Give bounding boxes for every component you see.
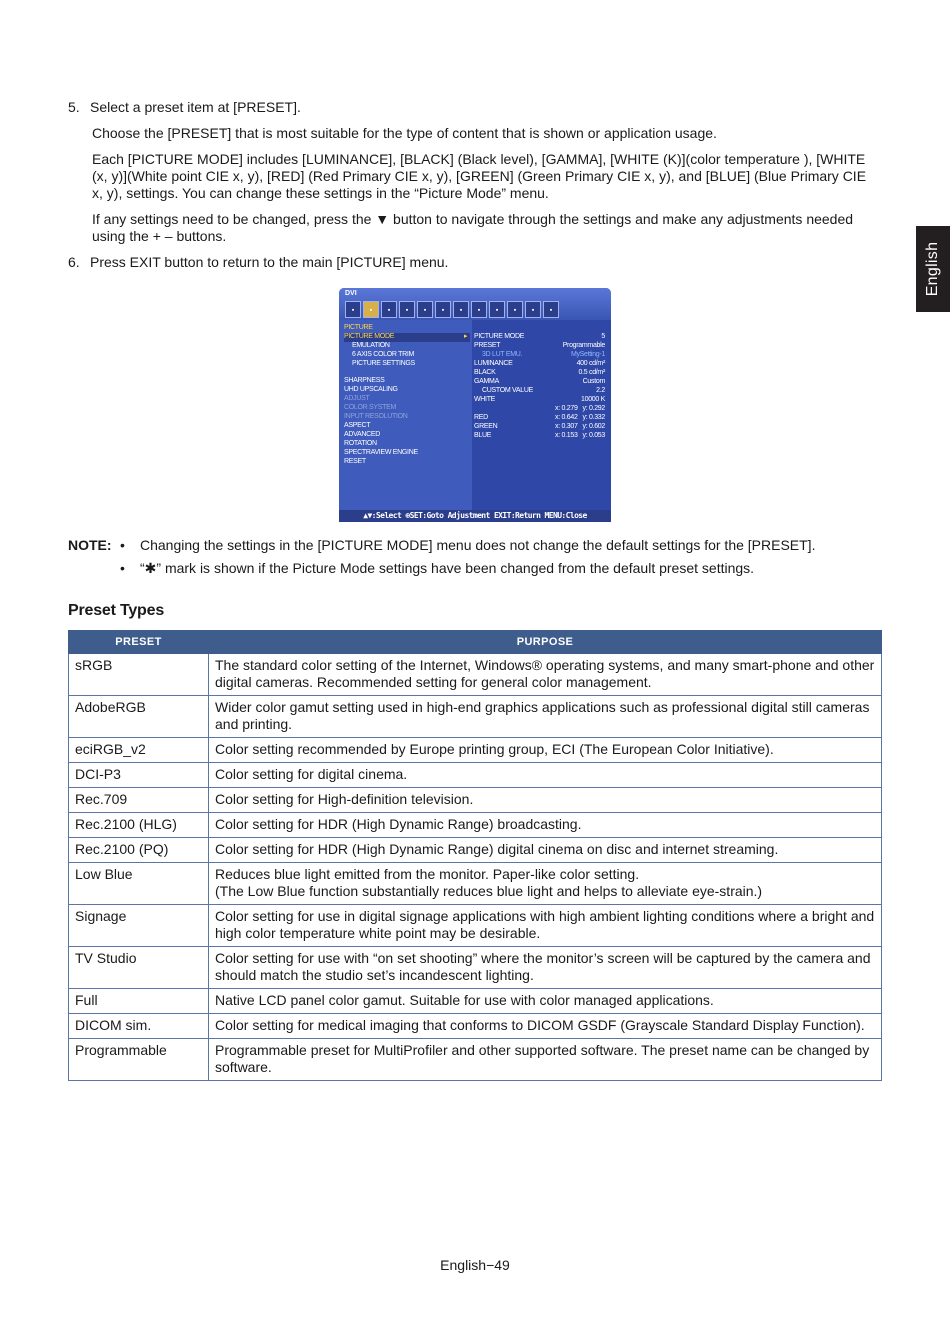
osd-setting-label: RED — [474, 414, 488, 421]
page-number: English−49 — [440, 1257, 510, 1273]
table-row — [69, 696, 882, 738]
step-paragraph: Each [PICTURE MODE] includes [LUMINANCE], [BLACK] (Black level), [GAMMA], [WHITE (K)](color temperature ), [WHITE (x, y)](White point CIE x, y), [RED] (Red Primary CIE x, y), [GREEN] (Green Primary CIE x, y), and [BLUE] (Blue Primary CIE x, y), settings. You can change these settings in the “Picture Mode” menu. — [92, 151, 867, 201]
osd-left-menu-item: PICTURE MODE — [344, 333, 470, 342]
osd-left-menu-item: SHARPNESS — [344, 377, 385, 384]
osd-setting-label: GAMMA — [474, 378, 499, 385]
osd-left-menu-item: COLOR SYSTEM — [344, 404, 397, 411]
language-tab — [916, 226, 950, 312]
osd-setting-label: CUSTOM VALUE — [482, 387, 533, 394]
step-heading: Press EXIT button to return to the main [PICTURE] menu. — [90, 254, 449, 270]
osd-left-menu-item: EMULATION — [352, 342, 390, 349]
osd-left-menu-item: ADVANCED — [344, 431, 380, 438]
osd-left-menu-item: PICTURE SETTINGS — [352, 360, 415, 367]
osd-setting-value: MySetting-1 — [570, 351, 605, 358]
purpose-cell: Wider color gamut setting used in high-end graphics applications such as professional digital still cameras and printing. — [209, 696, 882, 738]
osd-toolbar — [339, 288, 611, 320]
note-section — [68, 537, 898, 583]
osd-left-menu-item: ASPECT — [344, 422, 371, 429]
table-row — [69, 788, 882, 813]
osd-setting-value: 5 — [601, 333, 605, 340]
osd-left-menu-item: ROTATION — [344, 440, 377, 447]
osd-left-menu-item: 6 AXIS COLOR TRIM — [352, 351, 415, 358]
osd-footer: ▲▼:Select ⊕SET:Goto Adjustment EXIT:Return MENU:Close — [339, 510, 611, 522]
table-row — [69, 1014, 882, 1039]
osd-setting-label: BLUE — [474, 432, 492, 439]
preset-name-cell: AdobeRGB — [69, 696, 209, 738]
bullet: • — [120, 537, 125, 553]
osd-setting-value: x: 0.153 y: 0.053 — [555, 432, 605, 439]
osd-setting-label: LUMINANCE — [474, 360, 513, 367]
osd-left-menu-item: INPUT RESOLUTION — [344, 413, 408, 420]
osd-menu-icon: ▪ — [399, 301, 415, 318]
table-row — [69, 905, 882, 947]
osd-setting-label: 3D LUT EMU. — [482, 351, 523, 358]
osd-left-menu-item: ADJUST — [344, 395, 370, 402]
osd-menu-icon: ▪ — [435, 301, 451, 318]
note-item: “✱” mark is shown if the Picture Mode settings have been changed from the default preset settings. — [140, 560, 755, 576]
osd-setting-label: BLACK — [474, 369, 496, 376]
table-row — [69, 1039, 882, 1081]
purpose-cell: Reduces blue light emitted from the monitor. Paper-like color setting. (The Low Blue function substantially reduces blue light and helps to alleviate eye-strain.) — [209, 863, 882, 905]
osd-setting-value: 0.5 cd/m² — [578, 369, 605, 376]
osd-menu-icon: ▪ — [507, 301, 523, 318]
osd-setting-value: 2.2 — [596, 387, 605, 394]
purpose-cell: Color setting for HDR (High Dynamic Range) digital cinema on disc and internet streaming. — [209, 838, 882, 863]
note-item: Changing the settings in the [PICTURE MODE] menu does not change the default settings for the [PRESET]. — [140, 537, 816, 553]
osd-setting-label: GREEN — [474, 423, 498, 430]
osd-setting-label: PICTURE MODE — [474, 333, 525, 340]
osd-setting-value: x: 0.307 y: 0.602 — [555, 423, 605, 430]
step-5 — [68, 99, 878, 245]
preset-name-cell: Programmable — [69, 1039, 209, 1081]
preset-name-cell: Rec.709 — [69, 788, 209, 813]
table-header-preset: PRESET — [69, 631, 209, 654]
note-label: NOTE: — [68, 537, 112, 553]
table-row — [69, 763, 882, 788]
osd-menu-icon: ▪ — [471, 301, 487, 318]
table-row — [69, 813, 882, 838]
osd-screenshot — [339, 288, 611, 522]
table-row — [69, 654, 882, 696]
preset-table — [68, 630, 882, 1081]
osd-menu-icon: ▪ — [543, 301, 559, 318]
osd-menu-icon: ▪ — [489, 301, 505, 318]
step-paragraph: Choose the [PRESET] that is most suitable for the type of content that is shown or application usage. — [92, 125, 717, 141]
osd-setting-value: Programmable — [562, 342, 605, 349]
osd-menu-icon: ▪ — [453, 301, 469, 318]
table-row — [69, 989, 882, 1014]
purpose-cell: Programmable preset for MultiProfiler and other supported software. The preset name can be changed by software. — [209, 1039, 882, 1081]
step-6 — [68, 254, 878, 271]
osd-icon-bar — [345, 301, 559, 318]
osd-left-menu-item: PICTURE — [344, 324, 373, 331]
bullet: • — [120, 560, 125, 576]
steps-section — [68, 99, 878, 271]
osd-menu-icon: ▪ — [363, 301, 379, 318]
preset-name-cell: Rec.2100 (HLG) — [69, 813, 209, 838]
language-tab-label: English — [924, 241, 941, 297]
purpose-cell: Color setting for digital cinema. — [209, 763, 882, 788]
preset-name-cell: Rec.2100 (PQ) — [69, 838, 209, 863]
preset-name-cell: Low Blue — [69, 863, 209, 905]
preset-name-cell: Signage — [69, 905, 209, 947]
osd-menu-icon: ▪ — [525, 301, 541, 318]
step-number: 6. — [68, 254, 80, 270]
table-row — [69, 838, 882, 863]
step-heading: Select a preset item at [PRESET]. — [90, 99, 301, 115]
preset-name-cell: sRGB — [69, 654, 209, 696]
table-row — [69, 738, 882, 763]
osd-left-menu-item: SPECTRAVIEW ENGINE — [344, 449, 418, 456]
purpose-cell: Color setting for use in digital signage applications with high ambient lighting conditions where a bright and high color temperature white point may be desirable. — [209, 905, 882, 947]
purpose-cell: Color setting for HDR (High Dynamic Range) broadcasting. — [209, 813, 882, 838]
osd-setting-value: 400 cd/m² — [576, 360, 605, 367]
preset-name-cell: DICOM sim. — [69, 1014, 209, 1039]
osd-submenu-arrow-icon: ▸ — [464, 333, 468, 340]
osd-setting-value: x: 0.642 y: 0.332 — [555, 414, 605, 421]
section-title: Preset Types — [68, 602, 165, 619]
purpose-cell: The standard color setting of the Internet, Windows® operating systems, and many smart-phone and other digital cameras. Recommended setting for general color management. — [209, 654, 882, 696]
osd-menu-icon: ▪ — [417, 301, 433, 318]
osd-setting-label: PRESET — [474, 342, 501, 349]
preset-name-cell: Full — [69, 989, 209, 1014]
osd-menu-icon: ▪ — [345, 301, 361, 318]
purpose-cell: Color setting recommended by Europe printing group, ECI (The European Color Initiative). — [209, 738, 882, 763]
osd-left-menu-item: UHD UPSCALING — [344, 386, 398, 393]
purpose-cell: Native LCD panel color gamut. Suitable for use with color managed applications. — [209, 989, 882, 1014]
osd-setting-label: WHITE — [474, 396, 496, 403]
osd-input-label: DVI — [345, 290, 357, 297]
table-header-purpose: PURPOSE — [209, 631, 882, 654]
osd-menu-icon: ▪ — [381, 301, 397, 318]
preset-name-cell: DCI-P3 — [69, 763, 209, 788]
table-row — [69, 863, 882, 905]
step-number: 5. — [68, 99, 80, 115]
osd-right-panel — [472, 320, 611, 510]
osd-setting-value: 10000 K — [581, 396, 605, 403]
osd-setting-value: Custom — [582, 378, 605, 385]
purpose-cell: Color setting for medical imaging that conforms to DICOM GSDF (Grayscale Standard Display Function). — [209, 1014, 882, 1039]
osd-left-menu-item: RESET — [344, 458, 366, 465]
purpose-cell: Color setting for High-definition television. — [209, 788, 882, 813]
table-row — [69, 947, 882, 989]
preset-name-cell: TV Studio — [69, 947, 209, 989]
preset-name-cell: eciRGB_v2 — [69, 738, 209, 763]
preset-table-body — [69, 654, 882, 1081]
osd-setting-value: x: 0.279 y: 0.292 — [555, 405, 605, 412]
purpose-cell: Color setting for use with “on set shooting” where the monitor’s screen will be captured by the camera and should match the studio set’s incandescent lighting. — [209, 947, 882, 989]
step-paragraph: If any settings need to be changed, press the ▼ button to navigate through the settings and make any adjustments needed using the + – buttons. — [92, 211, 854, 244]
osd-left-menu — [339, 320, 472, 510]
